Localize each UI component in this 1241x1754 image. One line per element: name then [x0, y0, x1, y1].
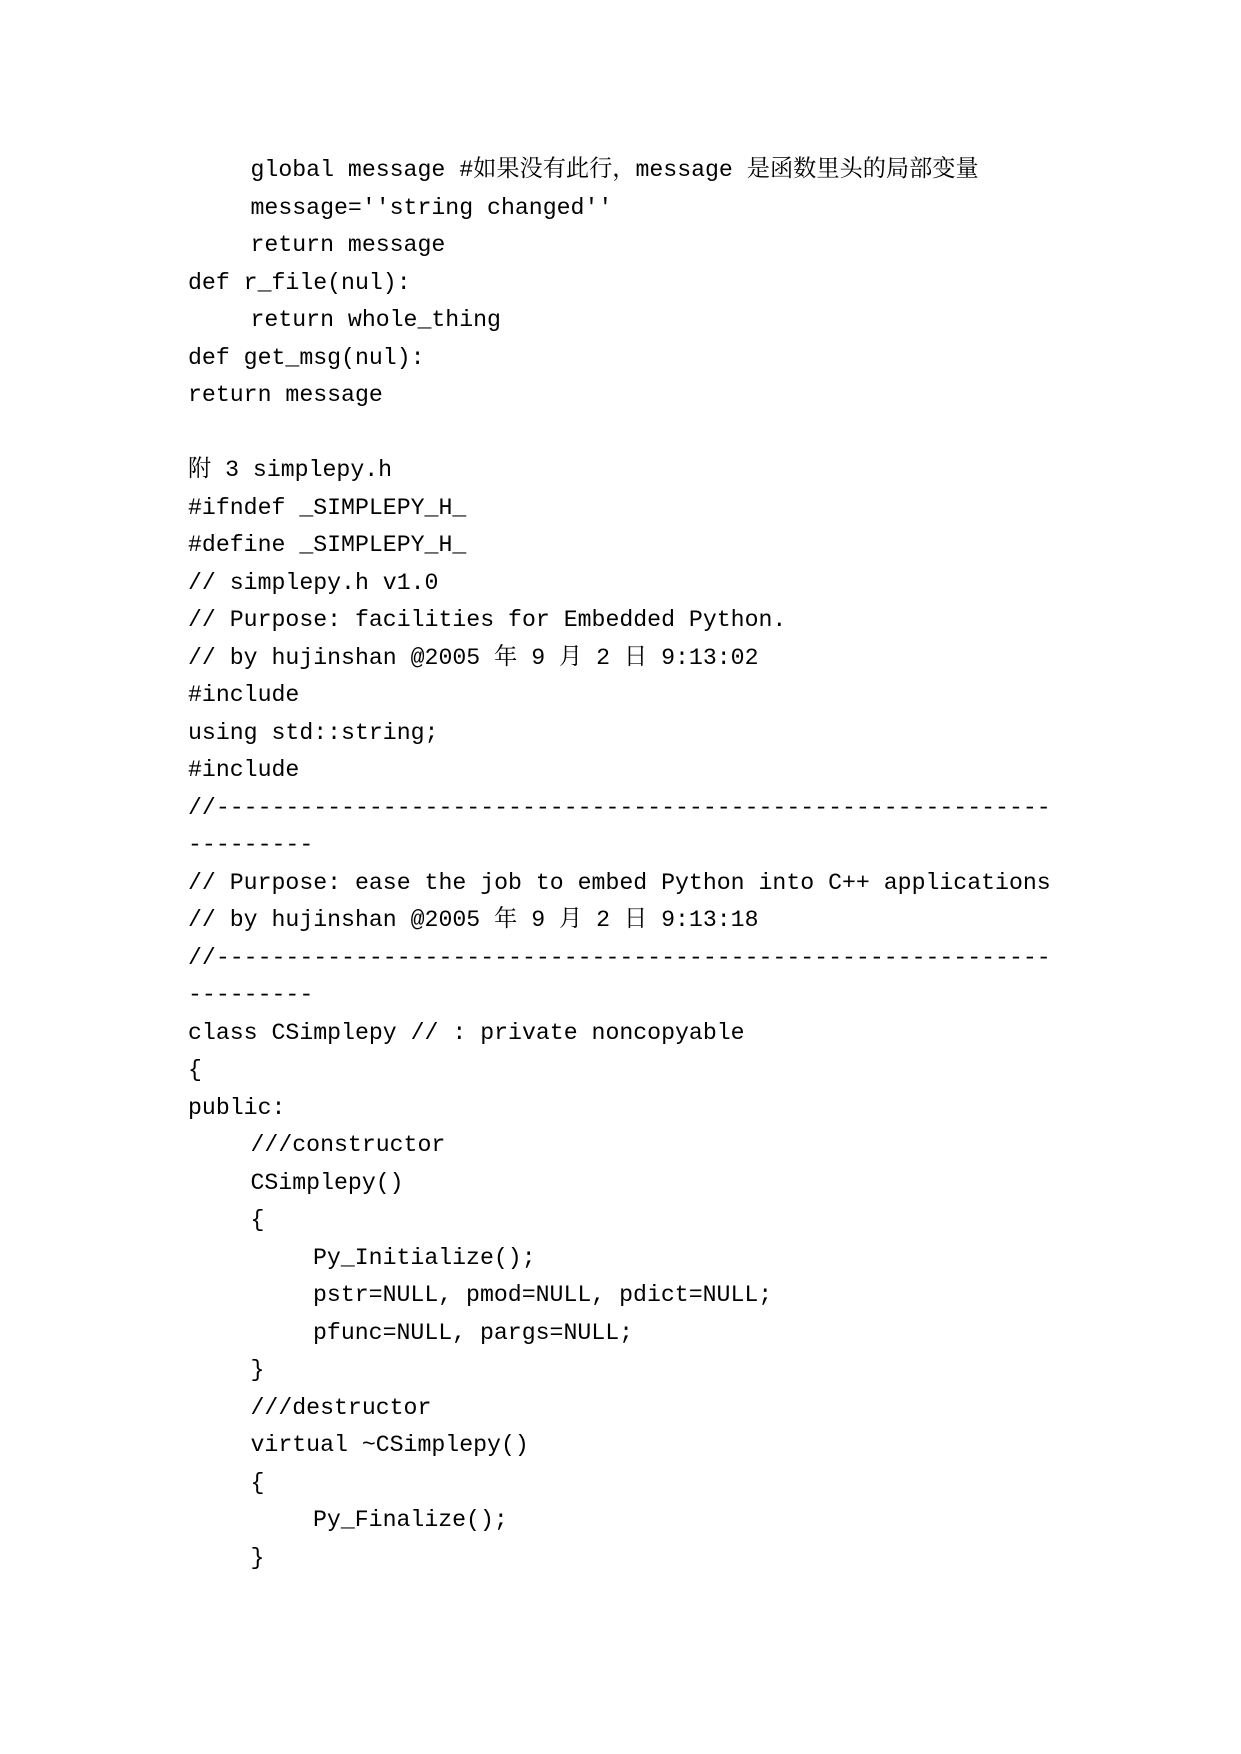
code-comment: ///destructor [250, 1394, 432, 1421]
code-line: #define _SIMPLEPY_H_ [188, 532, 467, 558]
code-comment: ///constructor [250, 1132, 446, 1158]
code-line: global message #如果没有此行，message 是函数里头的局部变量 [250, 157, 979, 183]
code-comment: // Purpose: facilities for Embedded Python. [188, 607, 787, 633]
code-listing [188, 152, 1188, 1577]
code-comment: // by hujinshan @2005 年 9 月 2 日 9:13:02 [188, 644, 759, 671]
code-line: class CSimplepy // : private noncopyable [188, 1019, 745, 1046]
code-line: return message [188, 382, 383, 408]
code-line: #ifndef _SIMPLEPY_H_ [188, 494, 467, 521]
code-line: } [250, 1357, 265, 1383]
code-line: { [250, 1469, 265, 1496]
code-line: #include [188, 757, 300, 783]
code-line: virtual ~CSimplepy() [250, 1432, 529, 1458]
code-line: using std::string; [188, 719, 439, 746]
code-line: { [250, 1207, 265, 1233]
code-comment: // simplepy.h v1.0 [188, 569, 439, 596]
code-line: #include [188, 682, 300, 708]
code-line: def get_msg(nul): [188, 344, 425, 371]
code-comment: // by hujinshan @2005 年 9 月 2 日 9:13:18 [188, 907, 759, 933]
code-line: { [188, 1057, 202, 1083]
code-line: return message [250, 232, 446, 258]
separator-comment: //------------------------------------------------------------ [188, 944, 1051, 971]
code-line: def r_file(nul): [188, 269, 411, 296]
blank-line [188, 415, 1188, 453]
separator-comment-continued: --------- [188, 982, 314, 1008]
code-line: Py_Finalize(); [313, 1507, 508, 1533]
appendix-heading: 附 3 simplepy.h [188, 457, 393, 483]
code-comment: // Purpose: ease the job to embed Python into C++ applications [188, 869, 1051, 896]
code-line: message=''string changed'' [250, 194, 613, 221]
code-line: pfunc=NULL, pargs=NULL; [313, 1319, 634, 1346]
separator-comment-continued: --------- [188, 832, 314, 858]
code-line: pstr=NULL, pmod=NULL, pdict=NULL; [313, 1282, 773, 1308]
code-line: } [250, 1544, 265, 1571]
code-line: CSimplepy() [250, 1169, 404, 1196]
code-line: return whole_thing [250, 307, 501, 333]
code-line: Py_Initialize(); [313, 1244, 536, 1271]
separator-comment: //------------------------------------------------------------ [188, 794, 1051, 821]
code-line: public: [188, 1094, 286, 1121]
